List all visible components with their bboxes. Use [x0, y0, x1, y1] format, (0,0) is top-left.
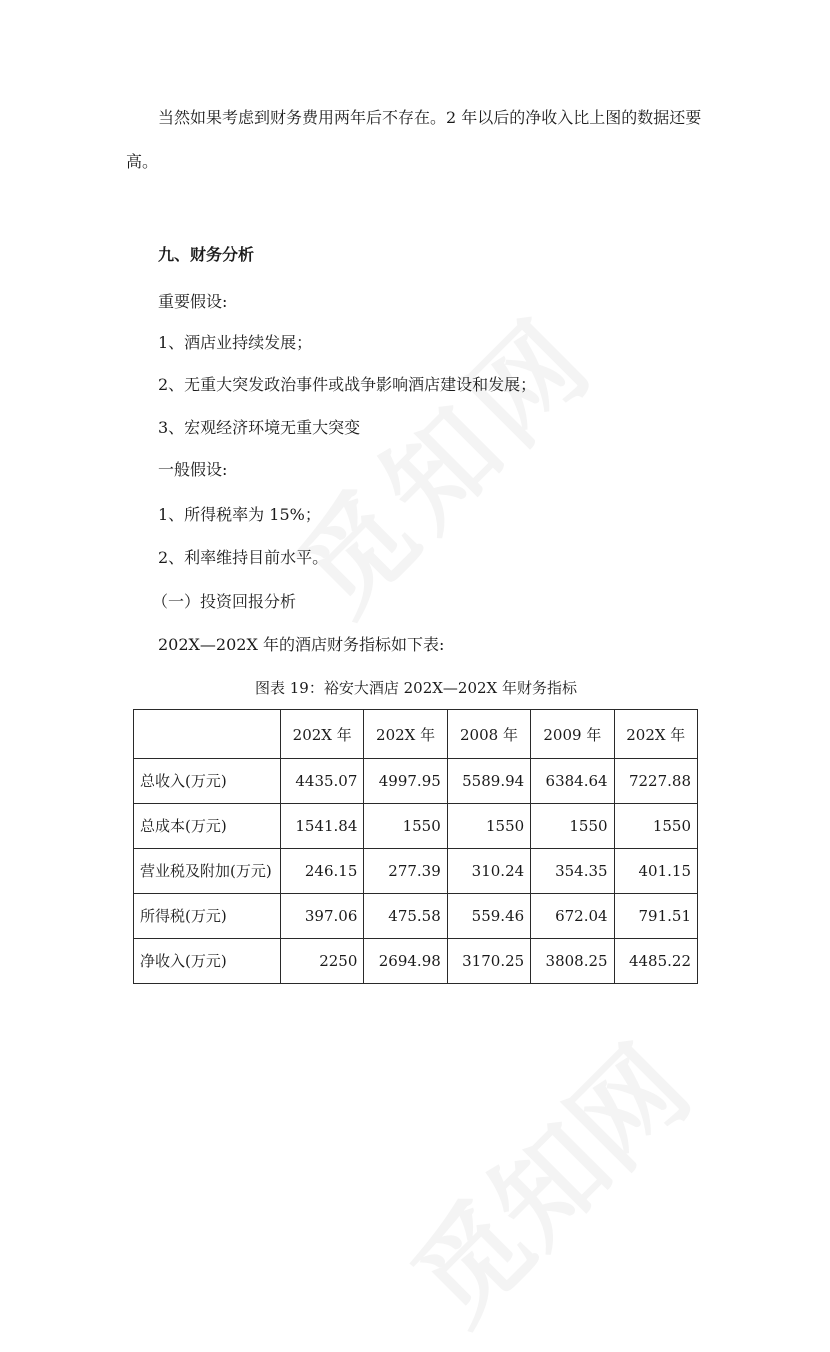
table-cell: 3808.25	[531, 939, 614, 984]
table-cell: 672.04	[531, 894, 614, 939]
general-assumption-item: 2、利率维持目前水平。	[158, 548, 329, 567]
major-assumption-item: 3、宏观经济环境无重大突变	[158, 418, 361, 437]
row-label: 总收入(万元)	[134, 759, 281, 804]
intro-paragraph: 当然如果考虑到财务费用两年后不存在。2 年以后的净收入比上图的数据还要高。	[126, 108, 702, 171]
row-label: 净收入(万元)	[134, 939, 281, 984]
general-assumption-item: 1、所得税率为 15%；	[158, 505, 321, 524]
table-cell: 1550	[447, 804, 530, 849]
table-cell: 354.35	[531, 849, 614, 894]
column-header: 202X 年	[614, 710, 697, 759]
table-cell: 2694.98	[364, 939, 447, 984]
financial-table	[133, 709, 698, 984]
section-heading: 九、财务分析	[158, 245, 255, 264]
table-cell: 2250	[281, 939, 364, 984]
table-cell: 3170.25	[447, 939, 530, 984]
table-cell: 1541.84	[281, 804, 364, 849]
table-header-row	[134, 710, 698, 759]
table-cell: 791.51	[614, 894, 697, 939]
table-cell: 246.15	[281, 849, 364, 894]
major-assumptions-title: 重要假设:	[158, 292, 228, 311]
general-assumptions-title: 一般假设:	[158, 460, 228, 479]
table-cell: 277.39	[364, 849, 447, 894]
column-header	[134, 710, 281, 759]
row-label: 营业税及附加(万元)	[134, 849, 281, 894]
major-assumption-item: 2、无重大突发政治事件或战争影响酒店建设和发展；	[158, 375, 537, 394]
table-cell: 1550	[531, 804, 614, 849]
table-row	[134, 849, 698, 894]
column-header: 2008 年	[447, 710, 530, 759]
table-row	[134, 894, 698, 939]
column-header: 202X 年	[281, 710, 364, 759]
table-cell: 397.06	[281, 894, 364, 939]
table-cell: 4435.07	[281, 759, 364, 804]
table-cell: 310.24	[447, 849, 530, 894]
table-cell: 4485.22	[614, 939, 697, 984]
table-cell: 559.46	[447, 894, 530, 939]
table-row	[134, 804, 698, 849]
table-row	[134, 939, 698, 984]
column-header: 2009 年	[531, 710, 614, 759]
table-caption: 图表 19：裕安大酒店 202X—202X 年财务指标	[254, 679, 577, 697]
column-header: 202X 年	[364, 710, 447, 759]
table-cell: 5589.94	[447, 759, 530, 804]
table-row	[134, 759, 698, 804]
table-cell: 1550	[614, 804, 697, 849]
table-cell: 4997.95	[364, 759, 447, 804]
subsection-heading: （一）投资回报分析	[152, 592, 297, 611]
table-cell: 475.58	[364, 894, 447, 939]
table-cell: 1550	[364, 804, 447, 849]
table-intro: 202X—202X 年的酒店财务指标如下表:	[158, 635, 445, 654]
table-cell: 401.15	[614, 849, 697, 894]
table-cell: 6384.64	[531, 759, 614, 804]
row-label: 所得税(万元)	[134, 894, 281, 939]
watermark-bottom	[372, 1006, 717, 1351]
table-cell: 7227.88	[614, 759, 697, 804]
row-label: 总成本(万元)	[134, 804, 281, 849]
major-assumption-item: 1、酒店业持续发展；	[158, 333, 313, 352]
